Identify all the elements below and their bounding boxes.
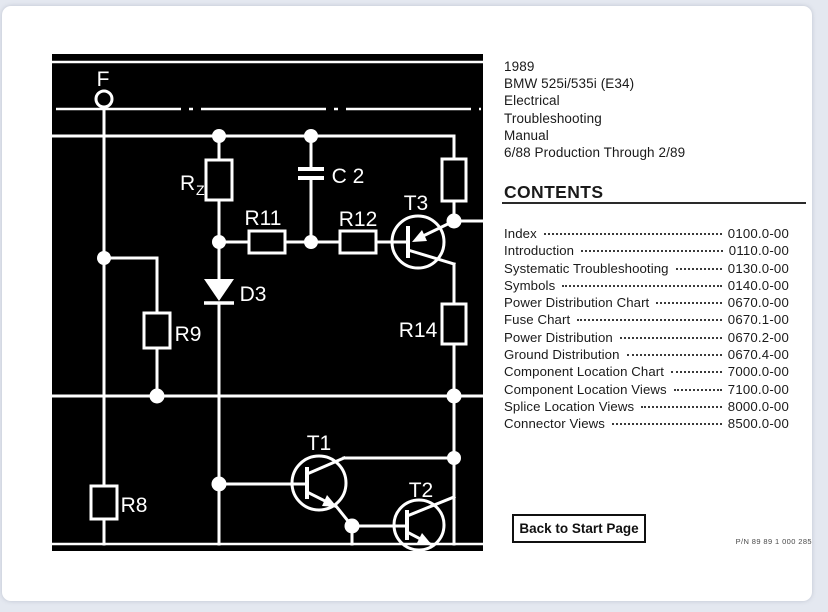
toc-item-splice-location-views[interactable] — [504, 399, 789, 416]
label-c2: C 2 — [331, 165, 365, 188]
title-line-troubleshooting: Troubleshooting — [504, 110, 602, 126]
toc-item-index[interactable] — [504, 226, 789, 243]
toc-item-symbols[interactable] — [504, 278, 789, 295]
toc-page-number: 0140.0-00 — [727, 277, 789, 293]
circuit-schematic — [52, 54, 483, 551]
toc-dot-leader — [544, 233, 722, 235]
label-rz: R — [180, 172, 196, 195]
toc-page-number: 0100.0-00 — [727, 226, 789, 241]
toc-page-number: 0110.0-00 — [728, 243, 789, 259]
label-rz-subscript: Z — [196, 182, 205, 198]
transistor-t1 — [292, 456, 352, 526]
resistor-r12 — [340, 231, 376, 253]
toc-dot-leader — [581, 250, 723, 252]
label-t3: T3 — [403, 192, 429, 215]
label-r12: R12 — [338, 208, 378, 231]
toc-dot-leader — [562, 285, 722, 287]
title-line-electrical: Electrical — [504, 93, 560, 109]
wire-top-bus — [52, 136, 454, 159]
toc-page-number: 7100.0-00 — [727, 381, 789, 397]
part-number-text: P/N 89 89 1 000 285 — [735, 537, 812, 546]
transistor-t3 — [392, 216, 454, 268]
contents-heading: CONTENTS — [504, 182, 604, 202]
transistor-t2 — [394, 497, 454, 550]
title-line-manual: Manual — [504, 127, 549, 143]
toc-dot-leader — [671, 371, 722, 373]
toc-label: Fuse Chart — [504, 312, 571, 328]
label-t2: T2 — [408, 479, 434, 502]
toc-label: Component Location Chart — [504, 364, 665, 380]
toc-dot-leader — [577, 319, 722, 321]
toc-dot-leader — [656, 302, 721, 304]
toc-label: Power Distribution Chart — [504, 295, 650, 311]
capacitor-c2 — [298, 169, 324, 178]
toc-dot-leader — [674, 389, 722, 391]
resistor-r14 — [442, 304, 466, 344]
toc-page-number: 7000.0-00 — [727, 364, 789, 380]
toc-label: Introduction — [504, 243, 575, 259]
label-r11: R11 — [244, 207, 282, 230]
toc-label: Connector Views — [504, 416, 605, 432]
manual-page — [2, 6, 812, 601]
label-r9: R9 — [174, 323, 202, 346]
toc-dot-leader — [641, 406, 722, 408]
toc-page-number: 8000.0-00 — [727, 398, 789, 414]
contents-divider — [502, 202, 806, 204]
toc-label: Index — [504, 226, 537, 241]
toc-page-number: 0670.1-00 — [727, 312, 789, 328]
label-d3: D3 — [239, 283, 267, 306]
resistor-rz — [206, 160, 232, 200]
toc-item-systematic-troubleshooting[interactable] — [504, 261, 789, 278]
toc-page-number: 0670.2-00 — [727, 329, 789, 345]
title-line-year: 1989 — [504, 59, 535, 74]
toc-item-power-distribution[interactable] — [504, 330, 789, 347]
toc-item-ground-distribution[interactable] — [504, 347, 789, 364]
title-line-model: BMW 525i/535i (E34) — [504, 76, 635, 92]
toc-dot-leader — [627, 354, 722, 356]
toc-dot-leader — [620, 337, 722, 339]
toc-item-power-distribution-chart[interactable] — [504, 295, 789, 312]
resistor-r9 — [144, 313, 170, 348]
resistor-r8 — [91, 486, 117, 519]
label-r14: R14 — [398, 319, 438, 342]
toc-page-number: 8500.0-00 — [727, 416, 789, 432]
terminal-f-circle — [96, 91, 112, 107]
label-f: F — [96, 68, 110, 91]
circuit-schematic-panel — [52, 54, 483, 551]
back-to-start-page-button[interactable]: Back to Start Page — [512, 514, 646, 543]
wire-r9-branch — [104, 258, 157, 396]
toc-page-number: 0130.0-00 — [727, 260, 789, 276]
toc-label: Ground Distribution — [504, 347, 620, 363]
toc-item-introduction[interactable] — [504, 243, 789, 260]
toc-item-connector-views[interactable] — [504, 416, 789, 433]
toc-item-fuse-chart[interactable] — [504, 312, 789, 329]
toc-label: Power Distribution — [504, 329, 613, 345]
toc-label: Symbols — [504, 277, 556, 293]
toc-label: Splice Location Views — [504, 398, 635, 414]
toc-page-number: 0670.0-00 — [727, 295, 789, 311]
title-line-production: 6/88 Production Through 2/89 — [504, 145, 686, 161]
diode-d3 — [204, 279, 234, 303]
toc-dot-leader — [676, 268, 722, 270]
label-r8: R8 — [120, 494, 148, 517]
label-t1: T1 — [306, 432, 332, 455]
toc-item-component-location-views[interactable] — [504, 382, 789, 399]
manual-title-block — [504, 58, 685, 161]
toc-label: Systematic Troubleshooting — [504, 260, 669, 276]
toc-item-component-location-chart[interactable] — [504, 364, 789, 381]
resistor-t3-collector — [442, 159, 466, 201]
resistor-r11 — [249, 231, 285, 253]
toc-page-number: 0670.4-00 — [727, 347, 789, 363]
table-of-contents — [504, 226, 789, 434]
toc-label: Component Location Views — [504, 381, 667, 397]
toc-dot-leader — [612, 423, 722, 425]
